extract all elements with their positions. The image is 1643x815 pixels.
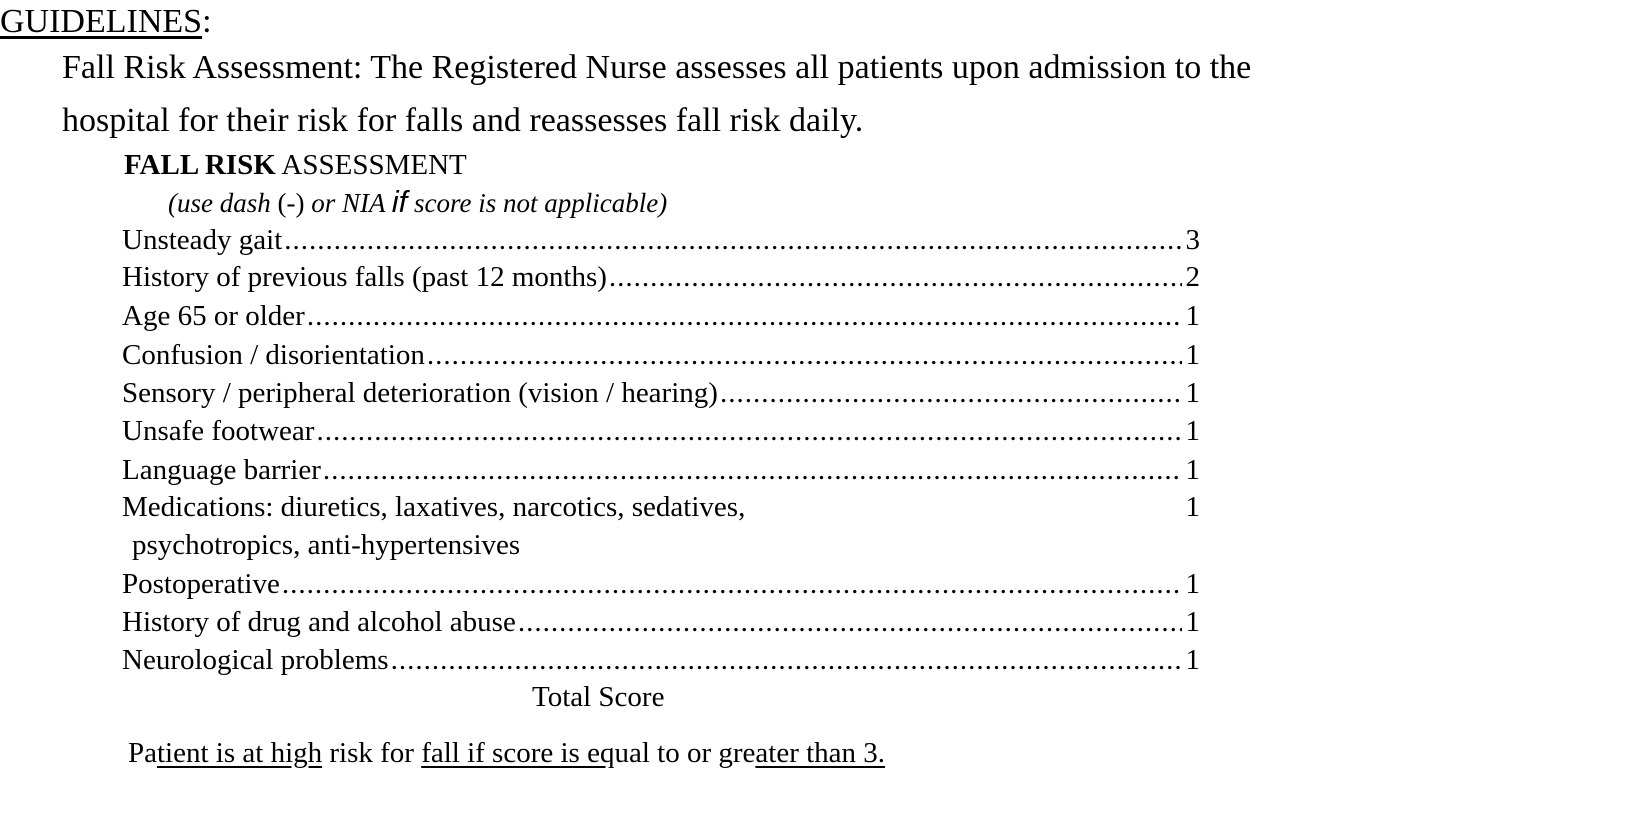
note-part-6: ater than 3. <box>755 737 886 769</box>
dot-leader <box>427 338 1182 372</box>
risk-item-label: Unsafe footwear <box>122 415 315 447</box>
risk-item-score: 1 <box>1185 415 1200 447</box>
risk-item-score: 3 <box>1185 224 1200 256</box>
risk-item-sensory <box>122 376 1200 410</box>
note-part-2: tient is at high <box>157 737 323 769</box>
note-if: if <box>391 184 408 219</box>
risk-item-score: 1 <box>1185 568 1200 600</box>
guidelines-heading <box>0 2 212 42</box>
dot-leader <box>518 605 1182 639</box>
risk-item-score: 1 <box>1185 491 1200 523</box>
risk-item-unsafe-footwear <box>122 414 1200 448</box>
dot-leader <box>391 643 1182 677</box>
risk-item-label: History of previous falls (past 12 months) <box>122 261 607 293</box>
fall-risk-assessment-title <box>124 148 467 182</box>
risk-item-score: 1 <box>1185 454 1200 486</box>
applicability-note <box>168 186 667 219</box>
note-open: (use dash <box>168 188 278 218</box>
risk-item-score: 1 <box>1185 300 1200 332</box>
dot-leader <box>720 376 1182 410</box>
high-risk-threshold-note <box>128 736 885 770</box>
risk-item-unsteady-gait <box>122 223 1200 257</box>
risk-item-score: 1 <box>1185 377 1200 409</box>
risk-item-label: Language barrier <box>122 454 321 486</box>
note-part-3: risk for <box>322 737 422 769</box>
risk-item-score: 2 <box>1185 261 1200 293</box>
risk-item-neurological <box>122 643 1200 677</box>
note-part-5: ual to or gre <box>614 737 756 769</box>
dot-leader <box>316 414 1182 448</box>
risk-item-confusion <box>122 338 1200 372</box>
note-mid: or NIA <box>304 188 392 218</box>
note-part-4: fall if score is eq <box>421 737 615 769</box>
title-bold-part: FALL RISK <box>124 149 276 181</box>
risk-item-score: 1 <box>1185 606 1200 638</box>
medications-continuation: psychotropics, anti-hypertensives <box>132 529 521 561</box>
guidelines-heading-colon: : <box>202 3 212 40</box>
risk-item-label: Postoperative <box>122 568 280 600</box>
title-regular-part: ASSESSMENT <box>275 149 467 181</box>
risk-item-age <box>122 299 1200 333</box>
intro-paragraph-line-2: hospital for their risk for falls and reassesses fall risk daily. <box>62 102 864 139</box>
note-dash: (-) <box>277 188 305 218</box>
risk-item-label: Unsteady gait <box>122 224 283 256</box>
dot-leader <box>307 299 1182 333</box>
dot-leader <box>609 260 1182 294</box>
risk-item-language-barrier <box>122 453 1200 487</box>
intro-paragraph-line-1: Fall Risk Assessment: The Registered Nurse assesses all patients upon admission to the <box>62 49 1252 86</box>
risk-item-score: 1 <box>1185 339 1200 371</box>
risk-item-drug-alcohol-abuse <box>122 605 1200 639</box>
total-score-label: Total Score <box>532 681 665 713</box>
guidelines-heading-text: GUIDELINES <box>0 3 203 40</box>
dot-leader <box>282 567 1182 601</box>
note-close: score is not applicable) <box>407 188 668 218</box>
dot-leader <box>284 223 1182 257</box>
risk-item-label: Neurological problems <box>122 644 389 676</box>
risk-item-label: Confusion / disorientation <box>122 339 425 371</box>
risk-item-label: Sensory / peripheral deterioration (vision / hearing) <box>122 377 718 409</box>
risk-item-label: History of drug and alcohol abuse <box>122 606 516 638</box>
risk-item-postoperative <box>122 567 1200 601</box>
risk-item-label: Medications: diuretics, laxatives, narcotics, sedatives, <box>122 491 746 523</box>
risk-item-medications <box>122 490 1200 524</box>
risk-item-score: 1 <box>1185 644 1200 676</box>
dot-leader <box>323 453 1182 487</box>
note-part-1: Pa <box>128 737 157 769</box>
risk-item-previous-falls <box>122 260 1200 294</box>
risk-item-label: Age 65 or older <box>122 300 305 332</box>
